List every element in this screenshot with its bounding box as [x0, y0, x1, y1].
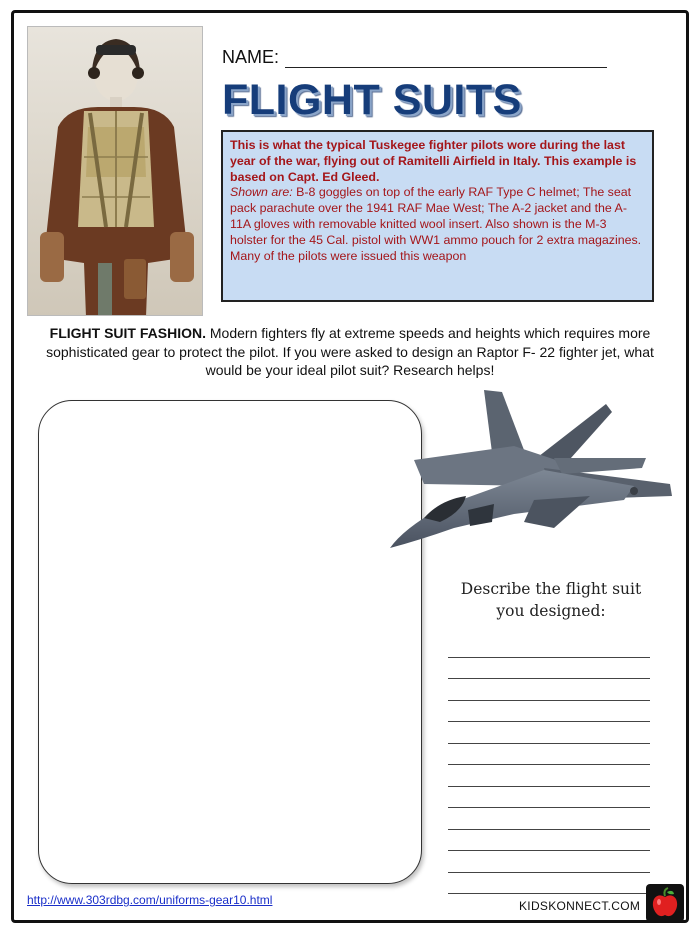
- write-line[interactable]: [448, 851, 650, 873]
- fashion-heading: FLIGHT SUIT FASHION.: [49, 325, 206, 341]
- write-line[interactable]: [448, 701, 650, 723]
- write-line[interactable]: [448, 830, 650, 852]
- name-write-line[interactable]: [285, 50, 607, 68]
- describe-prompt: [446, 578, 656, 622]
- pilot-uniform-photo: [27, 26, 203, 316]
- description-write-lines[interactable]: [448, 636, 650, 894]
- write-line[interactable]: [448, 744, 650, 766]
- f22-raptor-jet-image: [384, 388, 674, 553]
- design-drawing-box[interactable]: [38, 400, 422, 884]
- write-line[interactable]: [448, 636, 650, 658]
- describe-prompt-line2: you designed:: [496, 602, 606, 620]
- info-shown-label: Shown are:: [230, 185, 293, 200]
- write-line[interactable]: [448, 722, 650, 744]
- apple-icon: [646, 884, 684, 922]
- write-line[interactable]: [448, 873, 650, 895]
- uniform-info-box: [221, 130, 654, 302]
- brand-label: KIDSKONNECT.COM: [519, 899, 641, 913]
- name-label: NAME:: [222, 47, 280, 67]
- fashion-text: Modern fighters fly at extreme speeds and heights which requires more sophisticated gear to protect the pilot. If you were asked to design an Raptor F- 22 fighter jet, what would be your ideal pilot suit? Research helps!: [46, 325, 654, 378]
- page-title: FLIGHT SUITS: [222, 76, 522, 124]
- info-lead-text: This is what the typical Tuskegee fighter pilots wore during the last year of the war, flying out of Ramitelli Airfield in Italy. This example is based on Capt. Ed Gleed.: [230, 138, 637, 184]
- info-shown-text: B-8 goggles on top of the early RAF Type C helmet; The seat pack parachute over the 1941 RAF Mae West; The A-2 jacket and the A-11A gloves with removable knitted wool insert. Also shown is the M-3 holster for the 45 Cal. pistol with WW1 ammo pouch for 2 extra magazines. Many of the pilots were issued this weapon: [230, 185, 642, 263]
- write-line[interactable]: [448, 787, 650, 809]
- write-line[interactable]: [448, 658, 650, 680]
- fashion-paragraph: [40, 324, 660, 380]
- write-line[interactable]: [448, 808, 650, 830]
- name-field[interactable]: [222, 47, 607, 68]
- write-line[interactable]: [448, 679, 650, 701]
- write-line[interactable]: [448, 765, 650, 787]
- source-link[interactable]: http://www.303rdbg.com/uniforms-gear10.html: [27, 893, 273, 907]
- describe-prompt-line1: Describe the flight suit: [460, 580, 642, 598]
